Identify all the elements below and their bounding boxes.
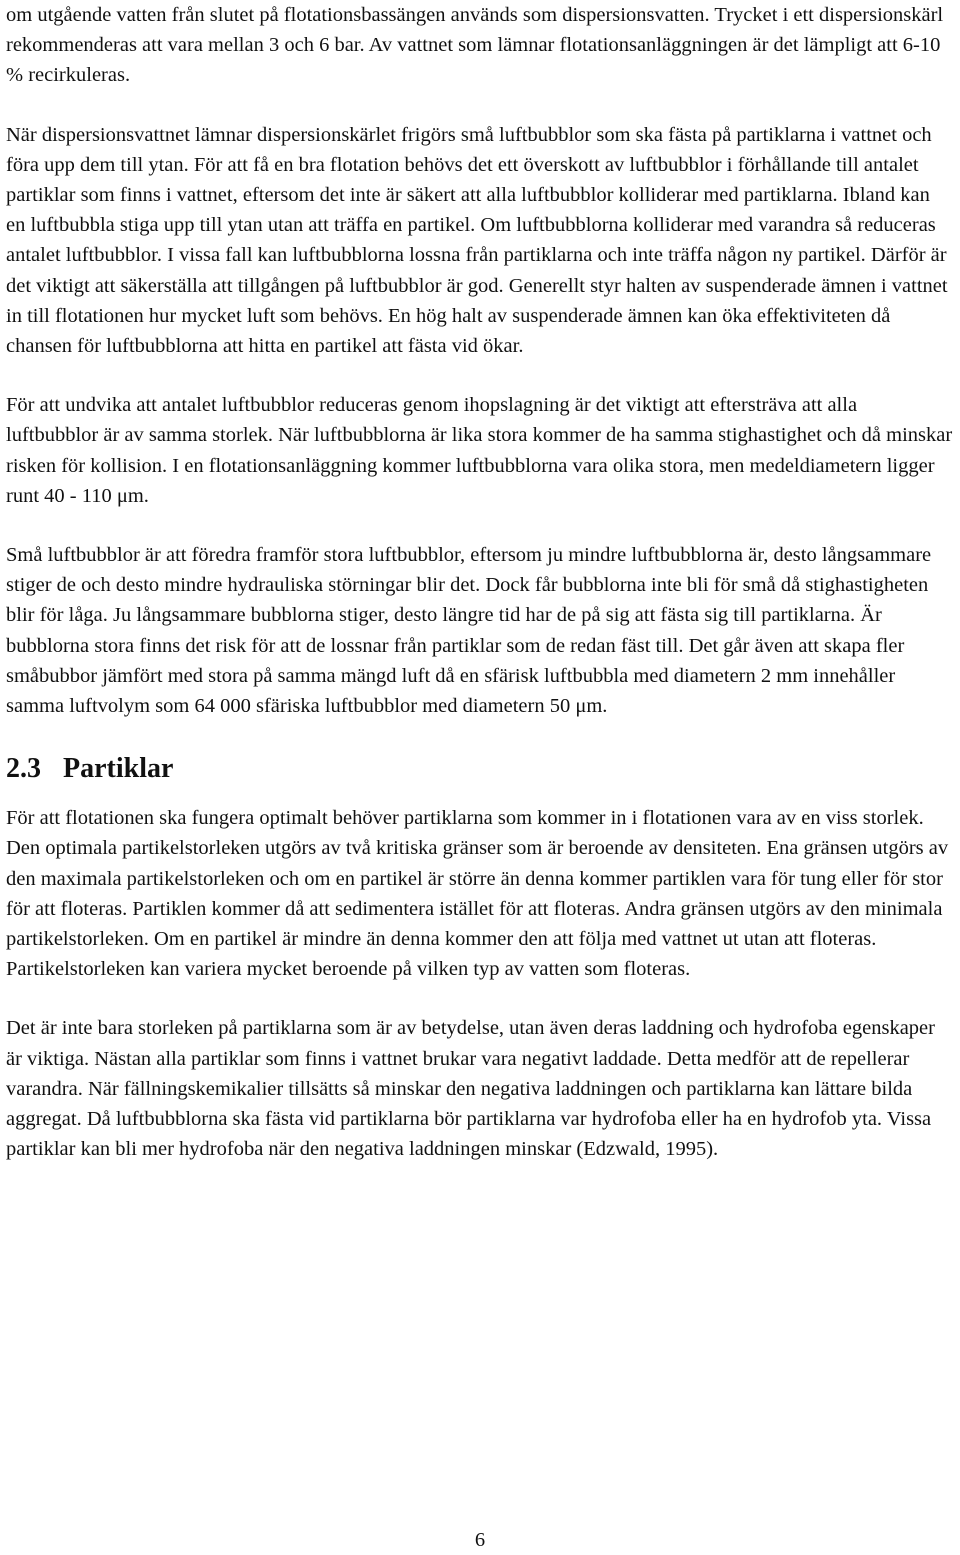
- section-number: 2.3: [6, 753, 41, 785]
- page-number: 6: [474, 1529, 486, 1551]
- document-page: [6, 0, 954, 1165]
- paragraph-particle-charge: Det är inte bara storleken på partiklarna som är av betydelse, utan även deras laddning och hydrofoba egenskaper är viktiga. Nästan alla partiklar som finns i vattnet brukar vara negativt laddade. Detta medför att de repellerar varandra. När fällningskemikalier tillsätts så minskar den negativa laddningen och partiklarna kan lättare bilda aggregat. Då luftbubblorna ska fästa vid partiklarna bör partiklarna var hydrofoba eller ha en hydrofob yta. Vissa partiklar kan bli mer hydrofoba när den negativa laddningen minskar (Edzwald, 1995).: [6, 1017, 935, 1161]
- paragraph-dispersion-water: om utgående vatten från slutet på flotationsbassängen används som dispersionsvatten. Trycket i ett dispersionskärl rekommenderas att vara mellan 3 och 6 bar. Av vattnet som lämnar flotationsanläggningen är det lämpligt att 6-10 % recirkuleras.: [6, 4, 944, 87]
- section-heading: [6, 751, 954, 787]
- paragraph-bubble-size: För att undvika att antalet luftbubblor reduceras genom ihopslagning är det viktigt att eftersträva att alla luftbubblor är av samma storlek. När luftbubblorna är lika stora kommer de ha samma stighastighet och då minskar risken för kollision. I en flotationsanläggning kommer luftbubblorna vara olika stora, men medeldiametern ligger runt 40 - 110 μm.: [6, 394, 953, 507]
- section-title: Partiklar: [63, 753, 174, 785]
- paragraph-small-bubbles: Små luftbubblor är att föredra framför stora luftbubblor, eftersom ju mindre luftbubblorna är, desto långsammare stiger de och desto mindre hydrauliska störningar blir det. Dock får bubblorna inte bli för små då stighastigheten blir för låga. Ju långsammare bubblorna stiger, desto längre tid har de på sig att fästa sig till partiklarna. Är bubblorna stora finns det risk för att de lossnar från partiklar som de redan fäst till. Det går även att skapa fler småbubbor jämfört med stora på samma mängd luft då en sfärisk luftbubbla med diametern 2 mm innehåller samma luftvolym som 64 000 sfäriska luftbubblor med diametern 50 μm.: [6, 544, 932, 718]
- paragraph-particle-size: För att flotationen ska fungera optimalt behöver partiklarna som kommer in i flotationen vara av en viss storlek. Den optimala partikelstorleken utgörs av två kritiska gränser som är beroende av densiteten. Ena gränsen utgörs av den maximala partikelstorleken och om en partikel är större än denna kommer partiklen vara för tung eller för stor för att floteras. Partiklen kommer då att sedimentera istället för att floteras. Andra gränsen utgörs av den minimala partikelstorleken. Om en partikel är mindre än denna kommer den att följa med vattnet ut utan att floteras. Partikelstorleken kan variera mycket beroende på vilken typ av vatten som floteras.: [6, 807, 949, 981]
- paragraph-air-bubbles: När dispersionsvattnet lämnar dispersionskärlet frigörs små luftbubblor som ska fästa på partiklarna i vattnet och föra upp dem till ytan. För att få en bra flotation behövs det ett överskott av luftbubblor i förhållande till antalet partiklar som finns i vattnet, eftersom det inte är säkert att alla luftbubblor kolliderar med partiklarna. Ibland kan en luftbubbla stiga upp till ytan utan att träffa en partikel. Om luftbubblorna kolliderar med varandra så reduceras antalet luftbubblor. I vissa fall kan luftbubblorna lossna från partiklarna och inte träffa någon ny partikel. Därför är det viktigt att säkerställa att tillgången på luftbubblor är god. Generellt styr halten av suspenderade ämnen i vattnet in till flotationen hur mycket luft som behövs. En hög halt av suspenderade ämnen kan öka effektiviteten då chansen för luftbubblorna att hitta en partikel att fästa vid ökar.: [6, 123, 948, 358]
